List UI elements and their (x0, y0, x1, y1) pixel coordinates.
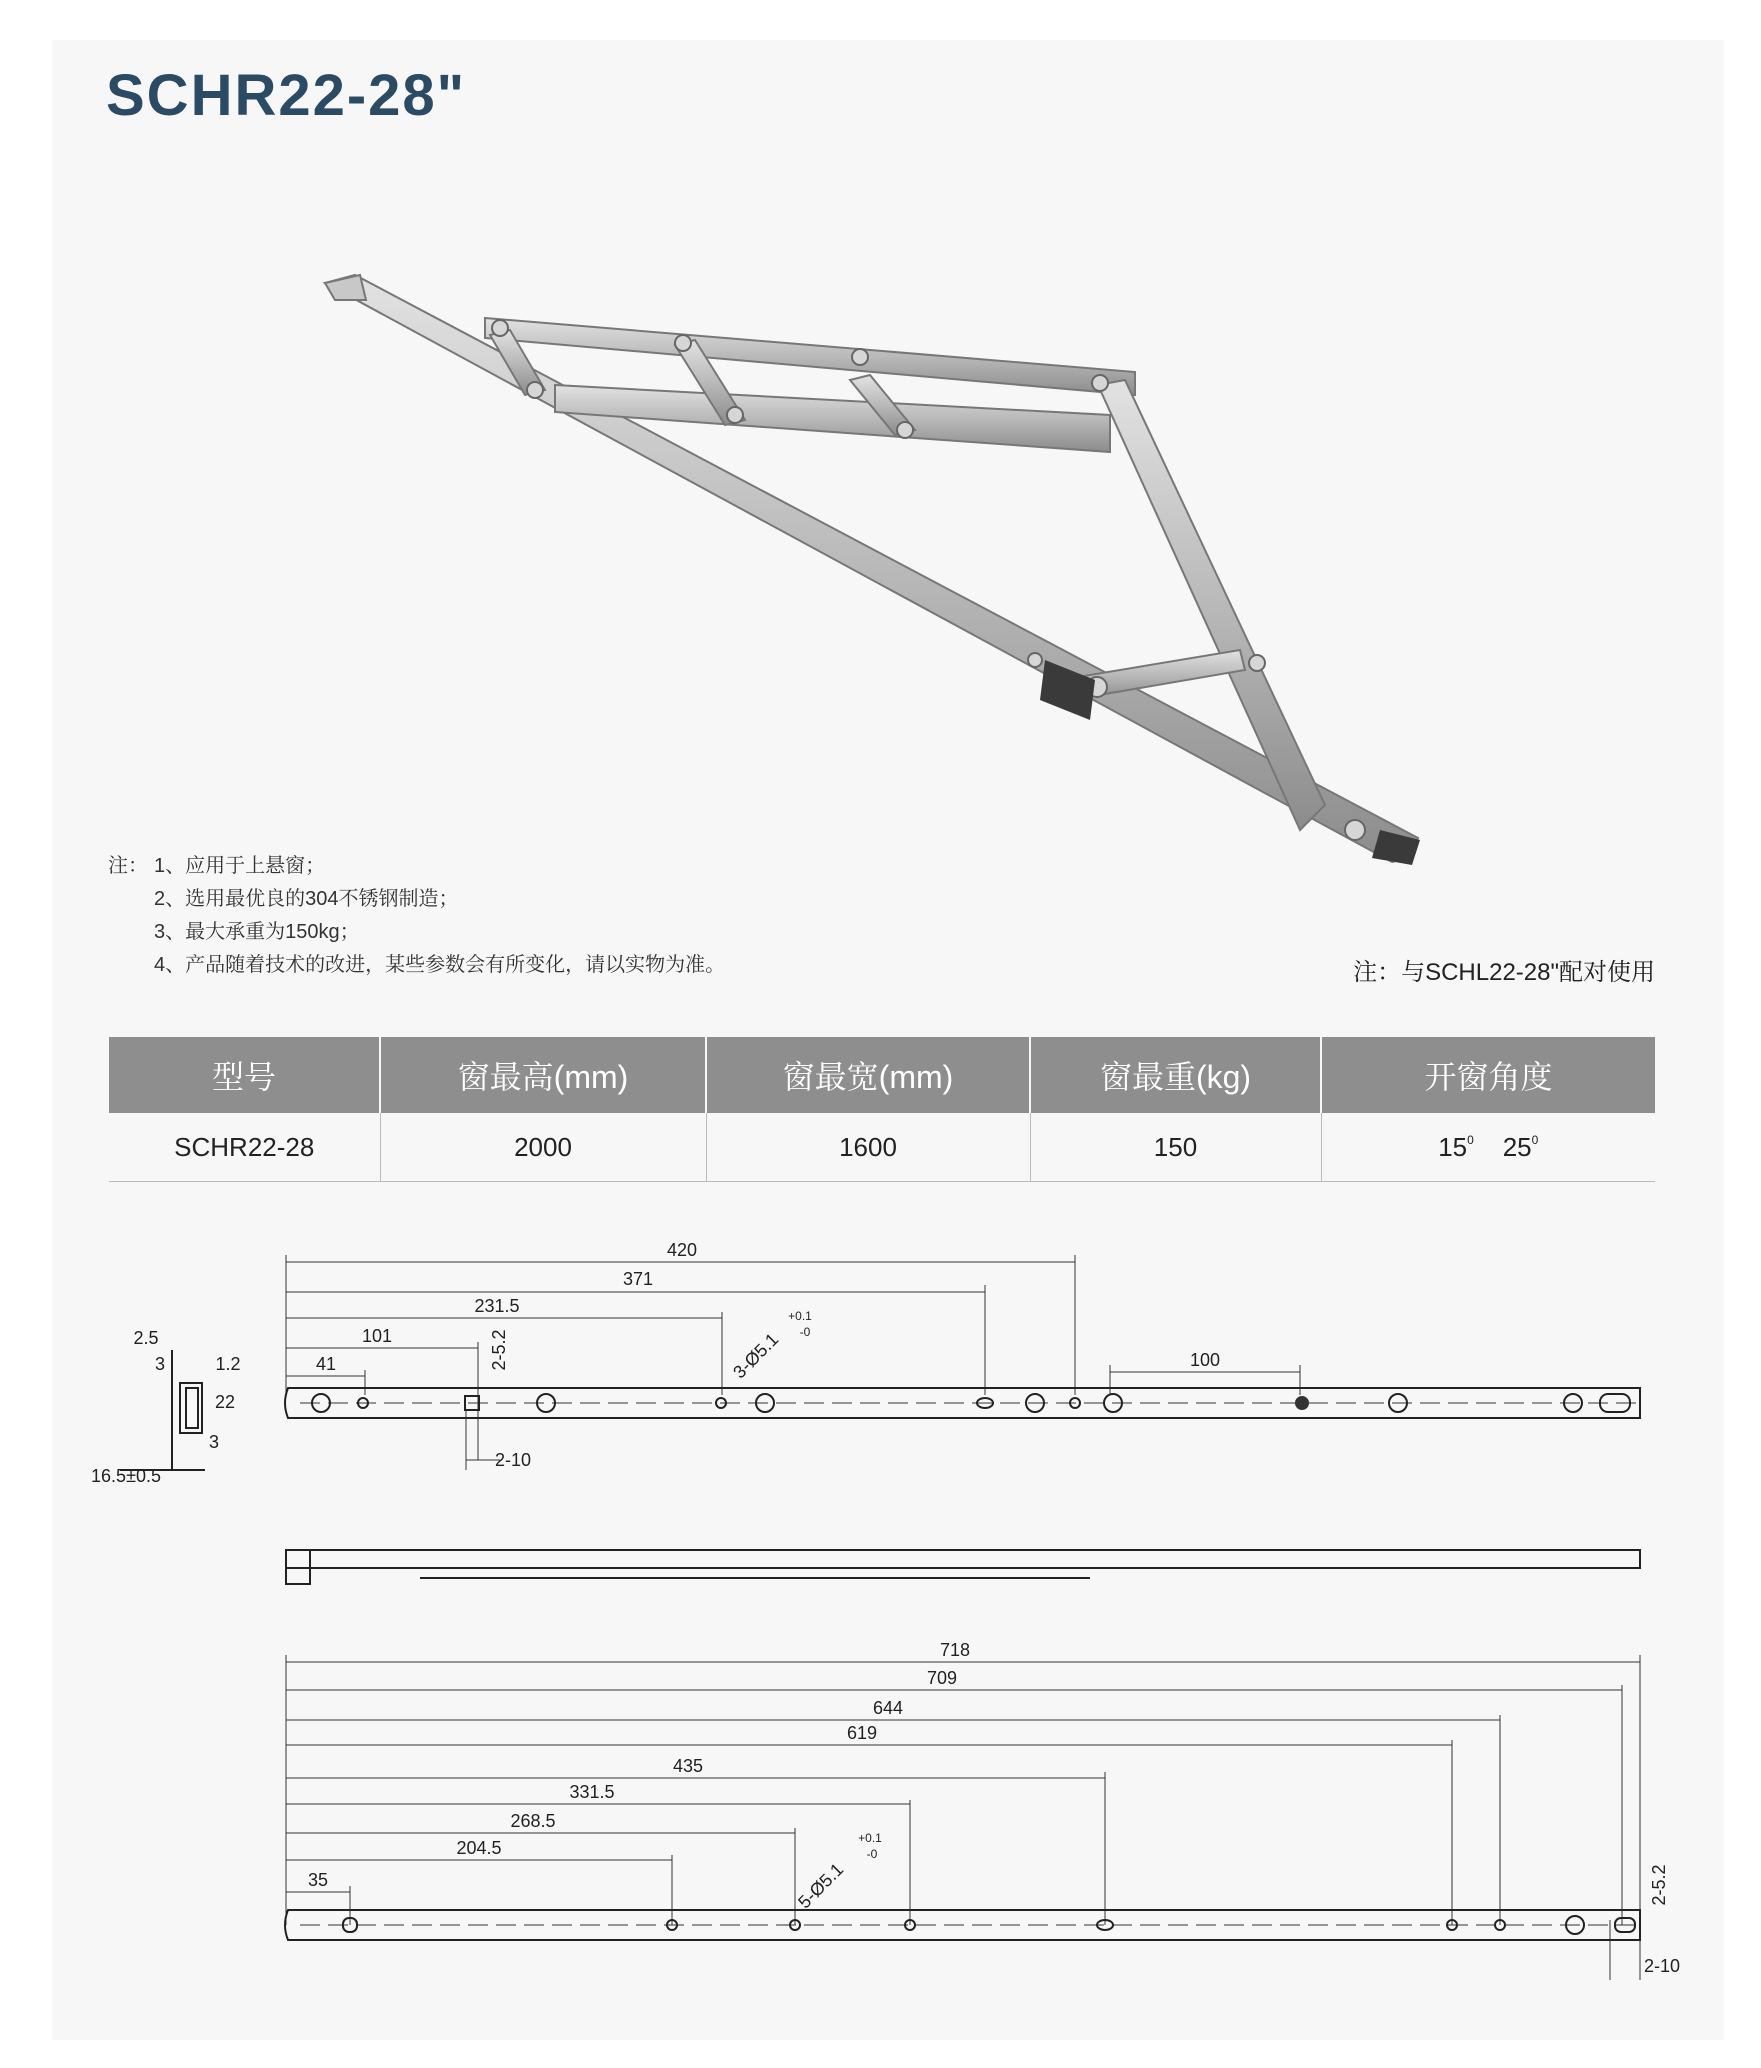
svg-text:644: 644 (872, 1698, 904, 1718)
svg-text:3: 3 (154, 1354, 166, 1374)
header-max-weight: 窗最重(kg) (1030, 1037, 1321, 1113)
svg-text:420: 420 (666, 1240, 698, 1260)
svg-text:3: 3 (208, 1432, 220, 1452)
note-item: 1、应用于上悬窗； (154, 855, 326, 877)
note-item: 3、最大承重为150kg； (154, 921, 360, 943)
pairing-note: 注：与SCHL22-28"配对使用 (1353, 959, 1655, 986)
cell-angle: $15^0$ $25^0$ (1321, 1113, 1655, 1182)
svg-text:2-5.2: 2-5.2 (489, 1329, 509, 1371)
header-max-height: 窗最高(mm) (380, 1037, 706, 1113)
svg-text:2-5.2: 2-5.2 (1649, 1864, 1669, 1906)
top-dimension-labels (316, 1240, 1220, 1470)
header-max-width: 窗最宽(mm) (706, 1037, 1030, 1113)
svg-text:2.5: 2.5 (133, 1328, 159, 1348)
header-model: 型号 (109, 1037, 380, 1113)
bolt-marker (1295, 1396, 1309, 1410)
table-row (109, 1113, 1655, 1182)
svg-text:331.5: 331.5 (569, 1782, 615, 1802)
svg-text:5-Ø5.1: 5-Ø5.1 (794, 1859, 848, 1913)
svg-text:231.5: 231.5 (474, 1296, 520, 1316)
svg-text:2-10: 2-10 (1643, 1956, 1681, 1976)
product-illustration (0, 0, 1761, 900)
page-title: SCHR22-28" (106, 63, 467, 128)
technical-drawing (0, 1220, 1761, 1980)
svg-text:619: 619 (846, 1723, 878, 1743)
cell-max-width: 1600 (706, 1113, 1030, 1182)
svg-text:35: 35 (307, 1870, 329, 1890)
svg-text:2-10: 2-10 (494, 1450, 532, 1470)
spec-table-header (109, 1037, 1655, 1113)
notes-prefix: 注： (108, 855, 148, 877)
svg-text:3-Ø5.1: 3-Ø5.1 (729, 1329, 783, 1383)
svg-text:16.5±0.5: 16.5±0.5 (91, 1466, 161, 1486)
svg-text:204.5: 204.5 (456, 1838, 502, 1858)
svg-text:709: 709 (926, 1668, 958, 1688)
svg-text:+0.1: +0.1 (788, 1309, 812, 1323)
svg-text:718: 718 (939, 1640, 971, 1660)
svg-text:435: 435 (672, 1756, 704, 1776)
svg-text:100: 100 (1189, 1350, 1221, 1370)
svg-text:-0: -0 (799, 1325, 811, 1339)
svg-text:+0.1: +0.1 (858, 1831, 882, 1845)
header-angle: 开窗角度 (1321, 1037, 1655, 1113)
note-item: 2、选用最优良的304不锈钢制造； (154, 888, 459, 910)
svg-text:41: 41 (315, 1354, 337, 1374)
cell-max-height: 2000 (380, 1113, 706, 1182)
cell-model: SCHR22-28 (109, 1113, 380, 1182)
note-item: 4、产品随着技术的改进，某些参数会有所变化，请以实物为准。 (154, 954, 726, 976)
svg-text:268.5: 268.5 (510, 1811, 556, 1831)
notes-block (108, 850, 725, 982)
svg-text:-0: -0 (866, 1847, 878, 1861)
svg-text:101: 101 (361, 1326, 393, 1346)
spec-table (109, 1037, 1655, 1182)
svg-text:22: 22 (214, 1392, 236, 1412)
svg-text:1.2: 1.2 (215, 1354, 241, 1374)
svg-text:371: 371 (622, 1269, 654, 1289)
section-dimension-labels (91, 1328, 240, 1486)
cell-max-weight: 150 (1030, 1113, 1321, 1182)
